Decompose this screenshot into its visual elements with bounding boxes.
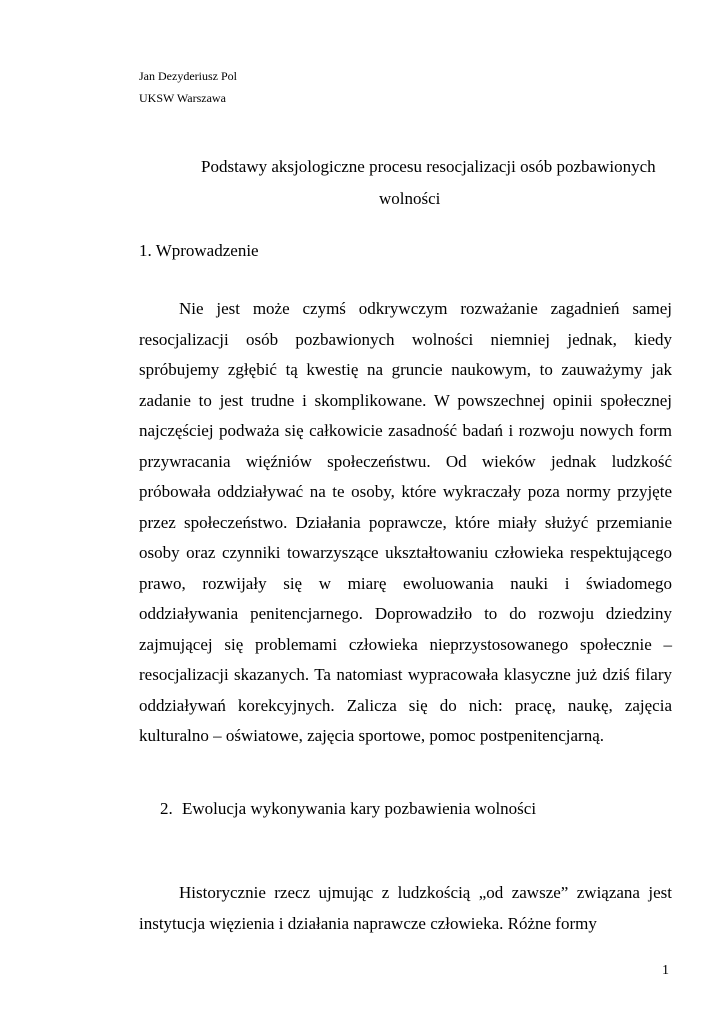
section-1-paragraph: Nie jest może czymś odkrywczym rozważanie zagadnień samej resocjalizacji osób pozbawionych wolności niemniej jednak, kiedy spróbujemy zgłębić tą kwestię na gruncie naukowym, to zauważymy jak zadanie to jest trudne i skomplikowane. W powszechnej opinii społecznej najczęściej podważa się całkowicie zasadność badań i rozwoju nowych form przywracania więźniów społeczeństwu. Od wieków jednak ludzkość próbowała oddziaływać na te osoby, które wykraczały poza normy przyjęte przez społeczeństwo. Działania poprawcze, które miały służyć przemianie osoby oraz czynniki towarzyszące ukształtowaniu człowieka respektującego prawo, rozwijały się w miarę ewoluowania nauki i świadomego oddziaływania penitencjarnego. Doprowadziło to do rozwoju dziedziny zajmującej się problemami człowieka nieprzystosowanego społecznie – resocjalizacji skazanych. Ta natomiast wypracowała klasyczne już dziś filary oddziaływań korekcyjnych. Zalicza się do nich: pracę, naukę, zajęcia kulturalno – oświatowe, zajęcia sportowe, pomoc postpenitencjarną. bbox=[139, 299, 672, 745]
section-1-heading: 1. Wprowadzenie bbox=[139, 241, 259, 260]
document-title bbox=[139, 151, 656, 215]
section-2-number: 2. bbox=[160, 799, 173, 818]
section-2-heading bbox=[160, 798, 536, 820]
title-line-2: wolności bbox=[379, 189, 441, 208]
section-2-paragraph: Historycznie rzecz ujmując z ludzkością „od zawsze” związana jest instytucja więzienia i działania naprawcze człowieka. Różne formy bbox=[139, 883, 672, 933]
author-affiliation: UKSW Warszawa bbox=[139, 91, 226, 105]
title-line-1: Podstawy aksjologiczne procesu resocjalizacji osób pozbawionych bbox=[201, 157, 656, 176]
section-2-heading-text: Ewolucja wykonywania kary pozbawienia wolności bbox=[182, 799, 537, 818]
author-name: Jan Dezyderiusz Pol bbox=[139, 69, 237, 83]
page-number: 1 bbox=[662, 963, 669, 978]
